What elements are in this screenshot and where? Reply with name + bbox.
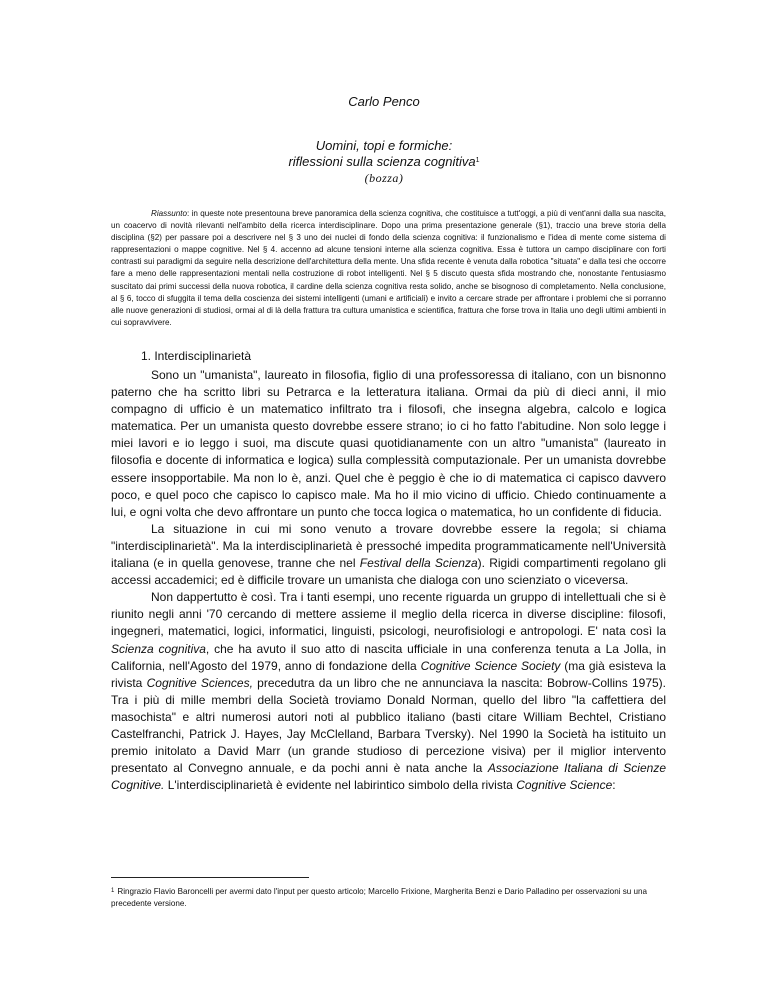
abstract-text: : in queste note presentouna breve panoramica della scienza cognitiva, che costituisce a tutt'oggi, a più di vent'anni dalla sua nascita, un coacervo di novità rilevanti nell'ambito della ricerca interdisciplinare. Dopo una prima presentazione generale (§1), traccio una breve storia della disciplina (§2) per passare poi a descrivere nel § 3 uno dei nuclei di fondo della scienza cognitiva: il funzionalismo e l'idea di mente come sistema di rappresentazioni o mappe cognitive. Nel § 4. accenno ad alcune tensioni interne alla scienza cognitiva. Essa è tuttora un campo disciplinare con forti contrasti sui paradigmi da seguire nella descrizione dell'architettura della mente. Una sfida recente è venuta dalla robotica "situata" e dalla tesi che occorre fare a meno delle rappresentazioni mentali nella costruzione di robot intelligenti. Nel § 5 discuto questa sfida mostrando che, nonostante l'entusiasmo suscitato dai primi successi della nuova robotica, il cardine della scienza cognitiva resta solido, anche se bisognoso di completamento. Nella conclusione, al § 6, tocco di sfuggita il tema della coscienza dei sistemi intelligenti (umani e artificiali) e invito a cercare strade per affrontare i problemi che si porranno alle nuove generazioni di studiosi, ormai al di là della frattura tra cultura umanistica e scientifica, frattura che forse trova in Italia uno degli ultimi ambienti in cui sopravvivere. [111, 209, 666, 327]
paragraph-3-italic-4: Associazione Italiana di Scienze Cognitive. [111, 761, 666, 793]
paragraph-3-text-e: L'interdisciplinarietà è evidente nel labirintico simbolo della rivista [164, 778, 517, 793]
section-heading: 1. Interdisciplinarietà [141, 349, 252, 363]
paragraph-3-text-f: : [612, 778, 616, 793]
abstract [111, 208, 666, 329]
paragraph-3-text-c: (ma già esisteva la rivista [111, 658, 666, 690]
abstract-label: Riassunto [151, 209, 187, 218]
title-line-1: Uomini, topi e formiche: [315, 138, 453, 153]
abstract-paragraph [111, 208, 666, 329]
footnote-text: Ringrazio Flavio Baroncelli per avermi dato l'input per questo articolo; Marcello Frixione, Margherita Benzi e Dario Palladino per osservazioni su una precedente versione. [111, 887, 648, 908]
paragraph-2 [111, 521, 666, 589]
paragraph-3-text-b: , che ha avuto il suo atto di nascita ufficiale in una conferenza tenuta a La Jolla, in California, nell'Agosto del 1979, anno di fondazione della [111, 641, 667, 673]
footnote [111, 886, 666, 910]
paragraph-3-text-d: precedutra da un libro che ne annunciava la nascita: Bobrow-Collins 1975). Tra i più di mille membri della Società troviamo Donald Norman, quello del libro "la caffettiera del masochista" e altri numerosi autori noti al pubblico italiano (basti citare William Bechtel, Cristiano Castelfranchi, Patrick J. Hayes, Jay McClelland, Barbara Tversky). Nel 1990 la Società ha istituito un premio initolato a David Marr (un grande studioso di percezione visiva) per il miglior intervento presentato al Convegno annuale, e da pochi anni è nata anche la [111, 675, 666, 776]
paragraph-3-italic-1: Scienza cognitiva [111, 641, 206, 656]
paragraph-3 [111, 589, 666, 794]
title-line-2 [0, 154, 768, 170]
paragraph-2-text-a: La situazione in cui mi sono venuto a trovare dovrebbe essere la regola; si chiama "interdisciplinarietà". Ma la interdisciplinarietà è pressoché impedita programmaticamente nell'Università italiana (e in quella genovese, tranne che nel [111, 521, 666, 571]
paragraph-2-italic: Festival della Scienza [359, 556, 478, 571]
title-footnote-mark: 1 [475, 157, 480, 164]
paper-title [0, 138, 768, 170]
author-name: Carlo Penco [348, 94, 420, 109]
paragraph-3-italic-5: Cognitive Science [516, 778, 613, 793]
paragraph-3-italic-3: Cognitive Sciences, [146, 675, 253, 690]
draft-label: (bozza) [364, 171, 404, 185]
paragraph-2-text-b: ). Rigidi compartimenti regolano gli accessi accademici; ed è difficile trovare un umanista che dialoga con uno scienziato o viceversa. [111, 556, 666, 588]
paragraph-1: Sono un "umanista", laureato in filosofia, figlio di una professoressa di italiano, con un bisnonno paterno che ha scritto libri su Petrarca e la letteratura italiana. Ormai da più di dieci anni, il mio compagno di ufficio è un matematico infiltrato tra i filosofi, che insegna algebra, calcolo e logica matematica. Per un umanista questo dovrebbe essere strano; io ci ho fatto l'abitudine. Non solo legge i miei lavori e io leggo i suoi, ma discute quasi quotidianamente con un altro "umanista" (laureato in filosofia e docente di informatica e logica) sulla complessità computazionale. Per un umanista dovrebbe essere insopportabile. Ma non lo è, anzi. Quel che è peggio è che io di matematica ci capisco davvero poco, e quel poco che capisco lo capisco male. Ma ho il mio vicino di ufficio. Chiedo continuamente a lui, e ogni volta che devo affrontare un punto che tocca logica o matematica, ho un confidente di fiducia. [111, 368, 666, 519]
body-text [111, 367, 666, 794]
paragraph-3-text-a: Non dappertutto è così. Tra i tanti esempi, uno recente riguarda un gruppo di intellettuali che si è riunito negli anni '70 cercando di mettere assieme il meglio della ricerca in diverse discipline: filosofi, ingegneri, matematici, logici, informatici, linguisti, psicologi, neurofisiologi e antropologi. E' nata così la [111, 590, 666, 639]
footnote-divider [111, 877, 309, 878]
title-line-2-text: riflessioni sulla scienza cognitiva [288, 154, 476, 169]
paragraph-3-italic-2: Cognitive Science Society [420, 658, 561, 673]
footnote-mark: 1 [111, 888, 115, 894]
